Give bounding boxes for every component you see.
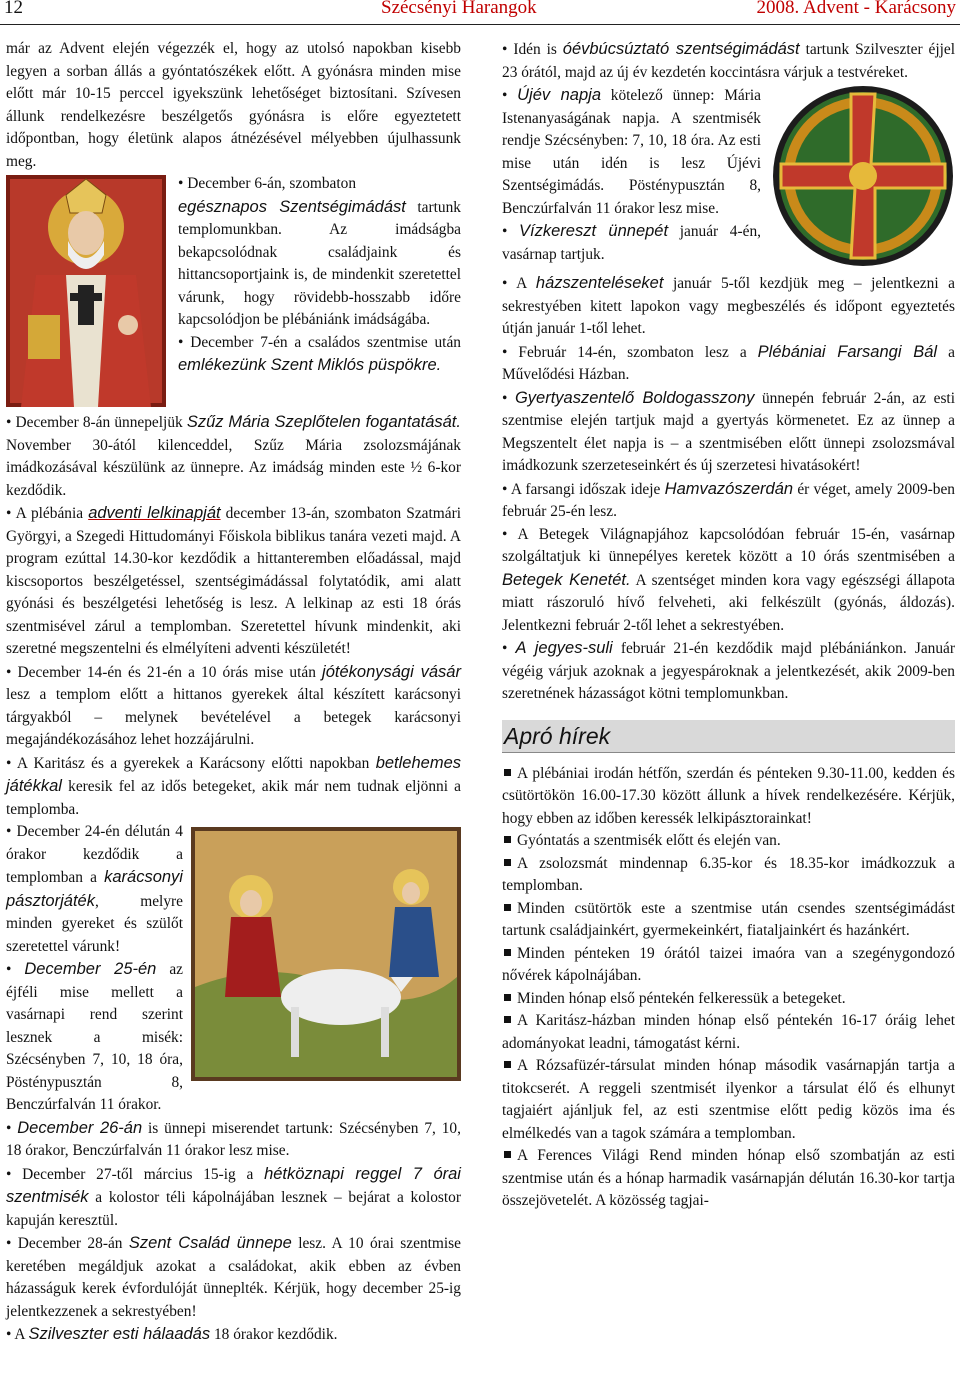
square-bullet-icon: [504, 1151, 511, 1158]
right-column: [502, 38, 955, 1213]
bullet-betegek: • A Betegek Világnapjához kapcsolódóan február 15-én, vasárnap szolgáltatjuk ki ünnepélyes keretek között a 10 órás szentmisében a Betegek Kenetét. A szentséget minden kora vagy egészségi állapota miatt rászoruló hívő felveheti, aki felkészült (gyónás, áldozás). Jelentkezni február 2-től lehet a sekrestyében.: [502, 525, 955, 634]
bullet-vizkereszt: • Vízkereszt ünnepét január 4-én, vasárnap tartjuk.: [502, 222, 762, 263]
newsletter-title: Szécsényi Harangok: [381, 0, 537, 18]
news-item: Minden hónap első péntekén felkeressük a betegeket.: [502, 988, 955, 1011]
bullet-vasar: • December 14-én és 21-én a 10 órás mise után jótékonysági vásár lesz a templom előtt a hittanos gyerekek által készített karácsonyi tárgyakból – melynek bevételével a betegek karácsonyi megajándékozásához lehet hozzájárulni.: [6, 662, 461, 748]
saint-nicholas-icon-image: [6, 175, 166, 407]
square-bullet-icon: [504, 1061, 511, 1068]
bullet-dec28: • December 28-án Szent Család ünnepe lesz. A 10 órai szentmise keretében megáldjuk azokat a családokat, akik ebben az évben házasságuk kerek évfordulóját ünneplték. Kérjük, hogy december 25-ig jelentkezzenek a sekrestyében!: [6, 1234, 461, 1320]
bullet-ujev: • Újév napja kötelező ünnep: Mária Istenanyaságának napja. A szentmisék rendje Szécsényben: 7, 10, 18 óra. Az esti mise után idén is lesz Újévi Szentségimádás. Pösténypusztán 8, Benczúrfalván 11 órakor lesz mise.: [502, 86, 761, 217]
news-item: Gyóntatás a szentmisék előtt és elején van.: [502, 830, 955, 853]
left-column: [6, 38, 461, 1347]
bullet-dec8: • December 8-án ünnepeljük Szűz Mária Szeplőtelen fogantatását. November 30-ától kilenceddel, Szűz Mária zsolozsmájának imádkozásával készülünk az ünnepre. Az imádság minden este ½ 6-kor kezdődik.: [6, 413, 461, 499]
bullet-dec27: • December 27-től március 15-ig a hétköznapi reggel 7 órai szentmisék a kolostor téli kápolnájában lesznek – bejárat a kolostor kapuján keresztül.: [6, 1164, 461, 1229]
bullet-dec24: • December 24-én délután 4 órakor kezdődik a templomban a karácsonyi pásztorjáték, melyre minden gyereket és szülőt szeretettel várunk!: [6, 823, 183, 955]
square-bullet-icon: [504, 904, 511, 911]
news-item: A plébániai irodán hétfőn, szerdán és pénteken 9.30-11.00, kedden és csütörtökön 16.00-17.30 között állunk a hívek rendelkezésére. Kérjük, hogy ebben az időben keressék lelkipásztorainkat!: [502, 764, 955, 827]
bullet-lelkinap: • A plébánia adventi lelkinapját december 13-án, szombaton Szatmári Györgyi, a Szegedi Hittudományi Főiskola biblikus tanára vezeti majd. A program ezúttal 14.30-kor kezdődik a hittanteremben előadással, majd kiscsoportos beszélgetéssel, szentségimádással folytatódik, ami alatt gyónási és beszélgetési lehetőség is lesz. A lelkinap az esti 18 órás szentmisével zárul a templomban. Szeretettel hívunk mindenkit, aki szeretné megszentelni és elmélyíteni adventi készületét!: [6, 504, 461, 657]
bullet-dec26: • December 26-án is ünnepi miserendet tartunk: Szécsényben 7, 10, 18 órakor, Benczúrfalván 11 órakor lesz mise.: [6, 1118, 461, 1159]
news-item: Minden pénteken 19 órától taizei imaóra van a szegénygondozó nővérek kápolnájában.: [502, 944, 955, 984]
square-bullet-icon: [504, 994, 511, 1001]
page-header: [0, 0, 960, 25]
news-item: A zsolozsmát mindennap 6.35-kor és 18.35-kor imádkozzuk a templomban.: [502, 854, 955, 894]
news-item: Minden csütörtök este a szentmise után csendes szentségimádást tartunk családjainkért, gyermekeinkért, fiataljainkért és hazánkért.: [502, 899, 955, 939]
bullet-hazszenteles: • A házszenteléseket január 5-től kezdjük meg – jelentkezni a sekrestyében kitett lapokon vagy megbeszélés és időpont egyeztetés útján január 1-től lehet.: [502, 274, 955, 337]
square-bullet-icon: [504, 836, 511, 843]
intro-paragraph: már az Advent elején végezzék el, hogy az utolsó napokban kisebb legyen a sorban állás a gyóntatószékek előtt. A gyónásra minden mise előtt már 10-15 perccel igyekszünk lehetőséget biztosítani. Szívesen állunk rendelkezésre beszélgetős gyónásra is előre egyeztetett időpontban, hogy életünk alapos átnézésével mélyebben újulhassunk meg.: [6, 40, 461, 170]
celtic-cross-image: [771, 84, 955, 268]
issue-label: 2008. Advent - Karácsony: [756, 0, 956, 18]
bullet-dec25: • December 25-én az éjféli mise mellett a vasárnapi rend szerint lesznek a misék: Szécsényben 7, 10, 18 óra, Pösténypusztán 8, Benczúrfalván 11 órakor.: [6, 960, 183, 1113]
section-title-box: [502, 720, 955, 753]
bullet-dec6: • December 6-án, szombaton egésznapos Szentségimádást tartunk templomunkban. Az imádságba bekapcsolódnak családjaink és hittancsoportjaink is, de mindenkit szeretettel várunk, hogy rövidebb-hosszabb időre kapcsolódjon be plébániánk imádságába.: [178, 175, 461, 328]
bullet-gyertyaszentelo: • Gyertyaszentelő Boldogasszony ünnepén február 2-án, az esti szentmise elején tartjuk majd a gyertyás körmenetet. Ez az ünnep a Megszentelt élet napja is – a szentmisében előtt ünnepi zsolozsmával imádkozunk szerzeteseinkért és új szerzetesi hivatásokért!: [502, 388, 955, 474]
square-bullet-icon: [504, 859, 511, 866]
bullet-karitasz: • A Karitász és a gyerekek a Karácsony előtti napokban betlehemes játékkal keresik fel az idős betegeket, akik már nem tudnak eljönni a templomba.: [6, 753, 461, 818]
square-bullet-icon: [504, 769, 511, 776]
page-number: 12: [4, 0, 23, 18]
bullet-dec7: • December 7-én a családos szentmise után emlékezünk Szent Miklós püspökre.: [178, 333, 461, 374]
holy-family-flight-image: [191, 827, 461, 1081]
news-item: A Karitász-házban minden hónap első péntekén 16-17 óráig lehet adományokat leadni, támogatást kérni.: [502, 1012, 955, 1052]
bullet-hamvazoszerda: • A farsangi időszak ideje Hamvazószerdán ér véget, amely 2009-ben február 25-én lesz.: [502, 479, 955, 520]
square-bullet-icon: [504, 1016, 511, 1023]
news-item: A Ferences Világi Rend minden hónap első szombatján az esti szentmise után és a hónap harmadik vasárnapján délután 16.30-kor tartja összejövetelét. A közösség tagjai-: [502, 1147, 955, 1209]
square-bullet-icon: [504, 949, 511, 956]
bullet-szilveszter: • A Szilveszter esti hálaadás 18 órakor kezdődik.: [6, 1325, 338, 1343]
bullet-farsangi-bal: • Február 14-én, szombaton lesz a Plébániai Farsangi Bál a Művelődési Házban.: [502, 342, 955, 383]
bullet-jegyes-suli: • A jegyes-suli február 21-én kezdődik majd plébániánkon. Január végéig várjuk azoknak a jegyespároknak a jelentkezését, akik 2009-ben szeretnének házasságot kötni templomunkban.: [502, 639, 955, 702]
section-title: Apró hírek: [504, 722, 611, 749]
bullet-oevbucsu: • Idén is óévbúcsúztató szentségimádást tartunk Szilveszter éjjel 23 órától, majd az új év kezdetén koccintásra várjuk a testvéreket.: [502, 40, 955, 81]
news-item: A Rózsafüzér-társulat minden hónap második vasárnapján tartja a titokcserét. A reggeli szentmisét ilyenkor a társulat élő és elhunyt tagjaiért ajánljuk fel, az esti szentmise előtt pedig közös ima és elmélkedés van a tagok számára a templomban.: [502, 1057, 955, 1142]
